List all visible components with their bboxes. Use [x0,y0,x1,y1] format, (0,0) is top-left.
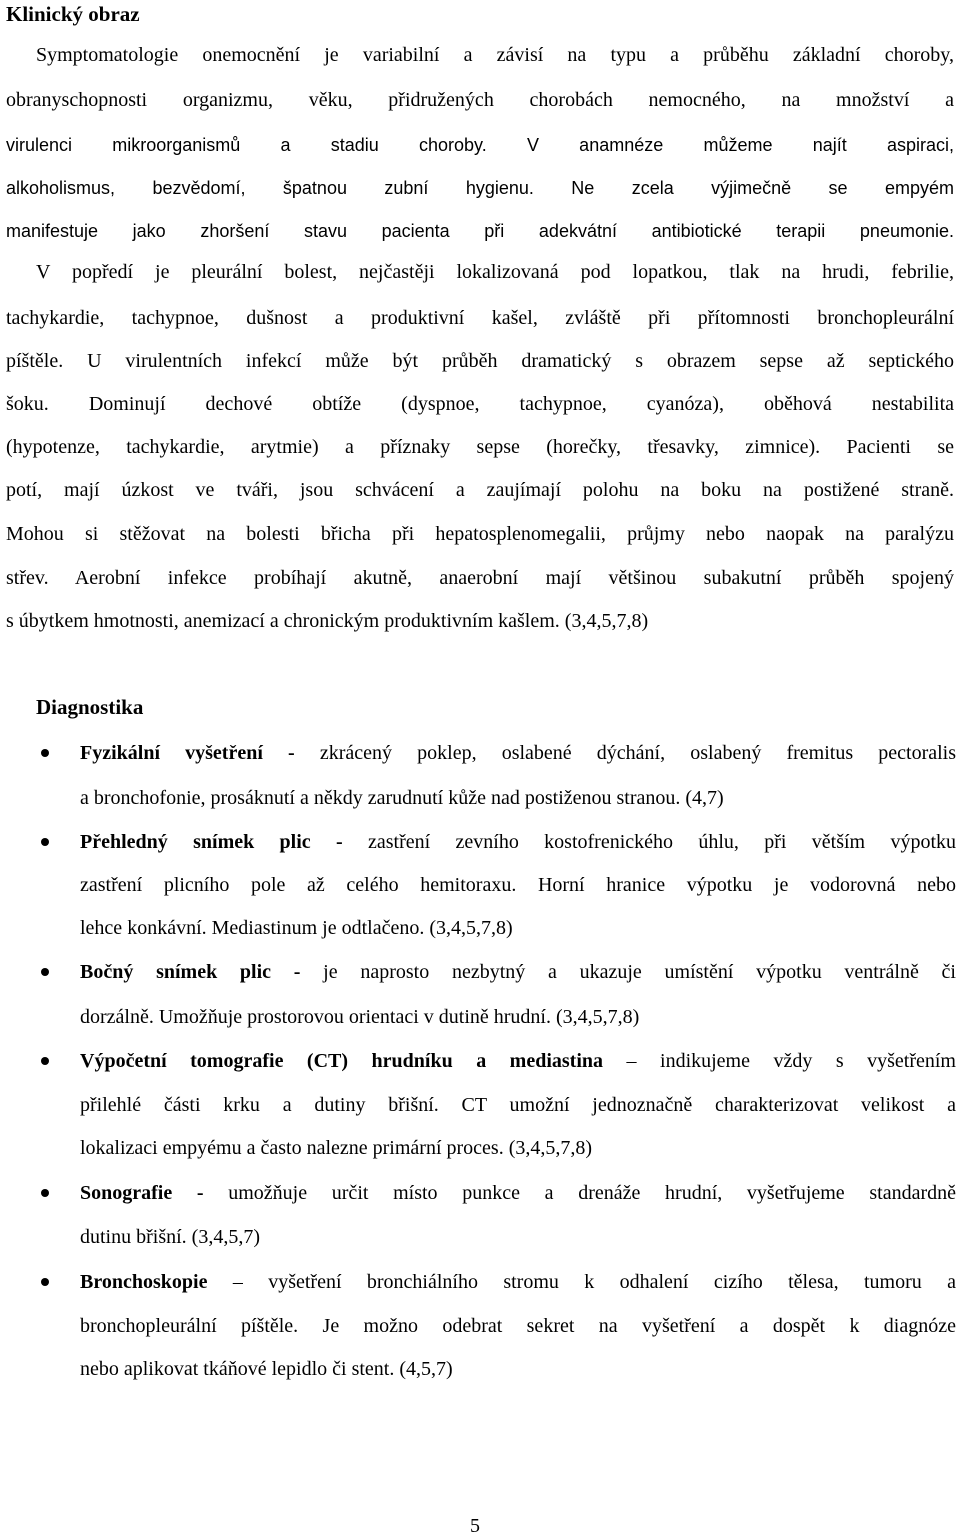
section-title-diagnostics: Diagnostika [36,695,144,719]
list-item-line [80,1181,956,1205]
list-item-term: Fyzikální vyšetření - [80,742,295,764]
list-item-text: zastření zevního kostofrenického úhlu, při větším výpotku [342,831,956,853]
paragraph-line: píštěle. U virulentních infekcí může být průběh dramatický s obrazem sepse až septického [6,350,954,372]
paragraph-line: obranyschopnosti organizmu, věku, přidružených chorobách nemocného, na množství a [6,89,954,111]
list-item-line: lehce konkávní. Mediastinum je odtlačeno. (3,4,5,7,8) [80,917,513,939]
paragraph-line: s úbytkem hmotnosti, anemizací a chronickým produktivním kašlem. (3,4,5,7,8) [6,610,649,632]
list-item-term: Výpočetní tomografie (CT) hrudníku a mediastina [80,1050,604,1072]
bullet-icon [41,1189,49,1197]
list-item-text: zkrácený poklep, oslabené dýchání, oslabený fremitus pectoralis [294,742,956,764]
list-item-text: – indikujeme vždy s vyšetřením [603,1050,956,1072]
list-item-text: umožňuje určit místo punkce a drenáže hrudní, vyšetřujeme standardně [203,1182,956,1204]
paragraph-line: střev. Aerobní infekce probíhají akutně, anaerobní mají většinou subakutní průběh spojený [6,567,954,589]
list-item-line [80,741,956,765]
bullet-icon [41,1057,49,1065]
bullet-icon [41,1278,49,1286]
list-item-line: bronchopleurální píštěle. Je možno odebrat sekret na vyšetření a dospět k diagnóze [80,1315,956,1337]
list-item-line [80,830,956,854]
list-item-text: – vyšetření bronchiálního stromu k odhalení cizího tělesa, tumoru a [207,1271,956,1293]
paragraph-line: manifestuje jako zhoršení stavu pacienta při adekvátní antibiotické terapii pneumonie. [6,221,954,241]
paragraph-line: šoku. Dominují dechové obtíže (dyspnoe, tachypnoe, cyanóza), oběhová nestabilita [6,393,954,415]
list-item-line: dutinu břišní. (3,4,5,7) [80,1226,260,1248]
paragraph-line: V popředí je pleurální bolest, nejčastěji lokalizovaná pod lopatkou, tlak na hrudi, febrilie, [36,261,954,283]
list-item-line: přilehlé části krku a dutiny břišní. CT umožní jednoznačně charakterizovat velikost a [80,1094,956,1116]
list-item-line: a bronchofonie, prosáknutí a někdy zarudnutí kůže nad postiženou stranou. (4,7) [80,787,724,809]
bullet-icon [41,968,49,976]
paragraph-line: potí, mají úzkost ve tváři, jsou schvácení a zaujímají polohu na boku na postižené straně. [6,479,954,501]
list-item-line [80,960,956,984]
paragraph-line: (hypotenze, tachykardie, arytmie) a příznaky sepse (horečky, třesavky, zimnice). Pacienti se [6,436,954,458]
bullet-icon [41,749,49,757]
list-item-line: dorzálně. Umožňuje prostorovou orientaci v dutině hrudní. (3,4,5,7,8) [80,1006,640,1028]
list-item-term: Bronchoskopie [80,1271,208,1293]
paragraph-line: alkoholismus, bezvědomí, špatnou zubní hygienu. Ne zcela výjimečně se empyém [6,178,954,198]
paragraph-line: Symptomatologie onemocnění je variabilní a závisí na typu a průběhu základní choroby, [36,44,954,66]
list-item-term: Sonografie - [80,1182,204,1204]
list-item-line: zastření plicního pole až celého hemitoraxu. Horní hranice výpotku je vodorovná nebo [80,874,956,896]
paragraph-line: Mohou si stěžovat na bolesti břicha při hepatosplenomegalii, průjmy nebo naopak na paralýzu [6,523,954,545]
page-number: 5 [470,1515,480,1537]
list-item-term: Přehledný snímek plic - [80,831,343,853]
section-title-clinical: Klinický obraz [6,2,140,26]
paragraph-line: virulenci mikroorganismů a stadiu choroby. V anamnéze můžeme najít aspiraci, [6,135,954,155]
list-item-line: nebo aplikovat tkáňové lepidlo či stent. (4,5,7) [80,1358,453,1380]
list-item-text: je naprosto nezbytný a ukazuje umístění výpotku ventrálně či [300,961,956,983]
bullet-icon [41,838,49,846]
list-item-line [80,1049,956,1073]
paragraph-line: tachykardie, tachypnoe, dušnost a produktivní kašel, zvláště při přítomnosti bronchopleurální [6,307,954,329]
list-item-term: Bočný snímek plic - [80,961,301,983]
list-item-line [80,1270,956,1294]
list-item-line: lokalizaci empyému a často nalezne primární proces. (3,4,5,7,8) [80,1137,593,1159]
